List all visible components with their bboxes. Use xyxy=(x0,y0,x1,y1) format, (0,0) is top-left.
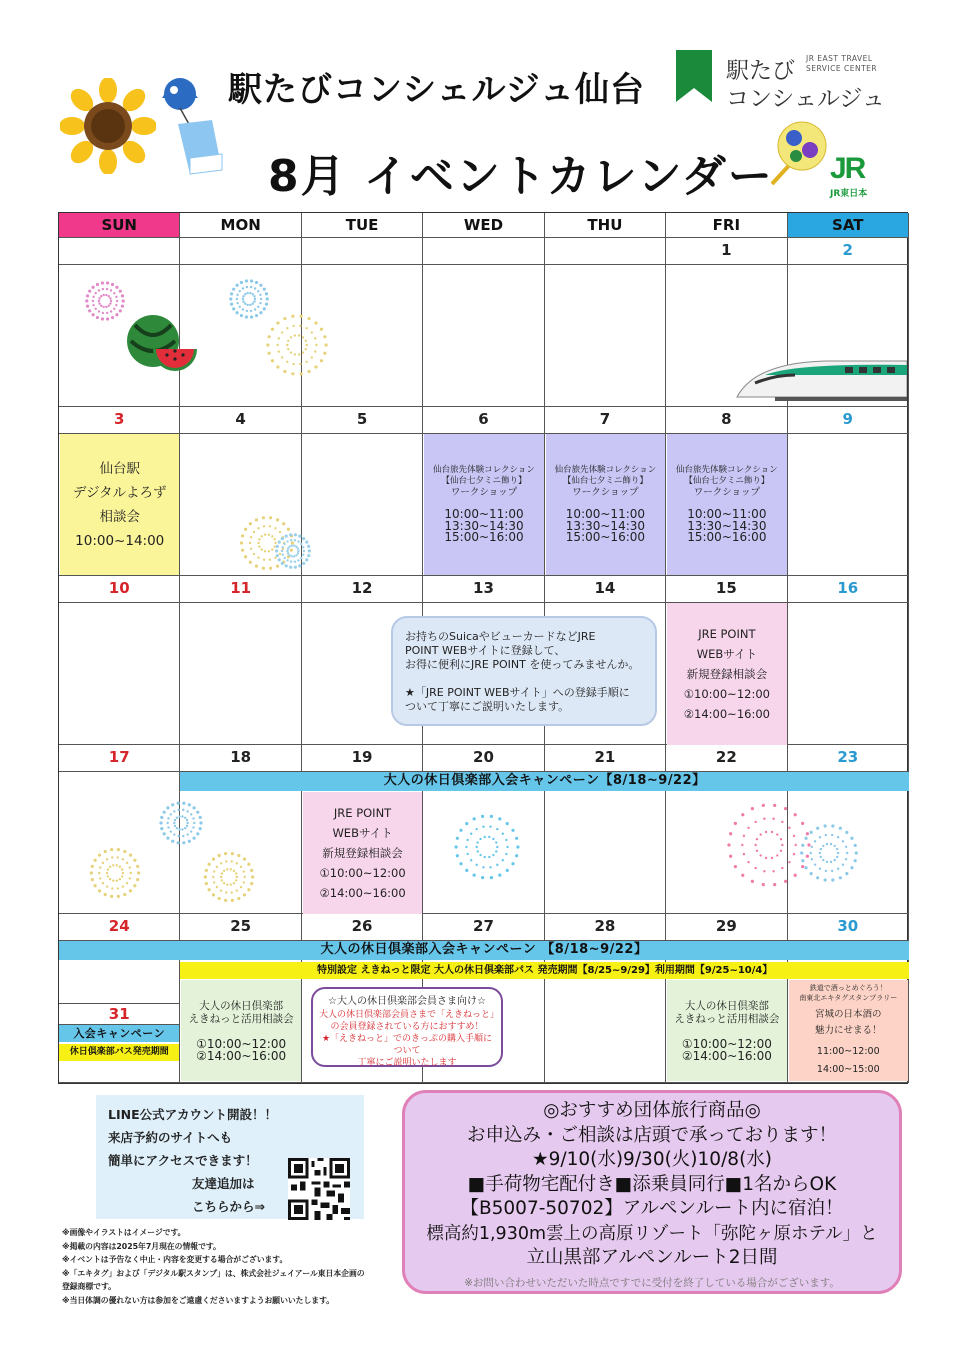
qr-code-icon[interactable] xyxy=(288,1158,350,1220)
bubble-text: ついて丁寧にご説明いたします。 xyxy=(405,700,570,713)
sunflower-icon xyxy=(60,78,156,174)
footnote: ※当日体調の優れない方は参加をご遠慮くださいますようお願いいたします。 xyxy=(62,1295,335,1305)
day-cell xyxy=(545,772,666,914)
day-cell xyxy=(545,265,666,407)
firework-icon xyxy=(453,813,521,881)
event-text: JRE POINT xyxy=(698,627,756,641)
event-jre-point-15 xyxy=(667,603,786,745)
event-text: ①10:00~12:00 xyxy=(319,866,406,880)
event-text: 13:30~14:30 xyxy=(565,518,646,533)
event-text: 【仙台七夕ミニ飾り】 xyxy=(684,476,770,487)
campaign-banner: 大人の休日倶楽部入会キャンペーン 【8/18~9/22】 xyxy=(59,941,909,960)
event-text: 仙台旅先体験コレクション xyxy=(676,465,778,476)
event-text: 新規登録相談会 xyxy=(322,846,403,860)
event-workshop xyxy=(546,434,665,575)
event-text: ①10:00~12:00 xyxy=(681,1036,772,1051)
day-number: 1 xyxy=(666,238,787,265)
event-text: ②14:00~16:00 xyxy=(681,1048,772,1063)
event-text: デジタルよろず xyxy=(72,484,167,501)
weekday-header: SAT xyxy=(788,213,909,238)
footnotes xyxy=(62,1226,402,1307)
bubble-text: ★「えきねっと」でのきっぷの購入手順について xyxy=(321,1034,493,1056)
day-number xyxy=(423,238,544,265)
event-text: JRE POINT xyxy=(333,806,392,820)
event-text: 鉄道で酒っとめぐろう！ xyxy=(809,983,887,992)
promo-line2: お申込み・ご相談は店頭で承っております！ xyxy=(466,1124,837,1146)
bubble-text: ★「JRE POINT WEBサイト」への登録手順に xyxy=(405,686,630,699)
bubble-text: 丁寧にご説明いたします xyxy=(357,1058,457,1068)
firework-icon xyxy=(89,847,141,899)
day-number: 3 xyxy=(59,407,180,434)
jr-logo-mark: JR xyxy=(830,152,865,185)
firework-icon xyxy=(229,279,269,319)
event-text: ワークショップ xyxy=(693,487,760,499)
footnote: 登録商標です。 xyxy=(62,1282,116,1291)
footnote: ※イベントは予告なく中止・内容を変更する場合がございます。 xyxy=(62,1255,288,1264)
event-text: 仙台旅先体験コレクション xyxy=(433,465,535,476)
event-sake-stamp-rally xyxy=(789,980,908,1081)
day-number: 2 xyxy=(788,238,909,265)
event-workshop xyxy=(667,434,786,575)
day-number: 9 xyxy=(788,407,909,434)
footnote: ※掲載の内容は2025年7月現在の情報です。 xyxy=(62,1241,221,1251)
bubble-text: の会員登録されている方におすすめ！ xyxy=(330,1022,484,1032)
event-text: 仙台旅先体験コレクション xyxy=(554,465,657,476)
day-number-31: 31 xyxy=(59,1003,180,1025)
event-text: 15:00~16:00 xyxy=(565,530,646,545)
day-number: 5 xyxy=(302,407,423,434)
wind-chime-icon xyxy=(150,58,230,176)
event-text: 13:30~14:30 xyxy=(444,518,524,533)
event-otona-consult-25 xyxy=(181,980,300,1081)
day-number: 30 xyxy=(788,914,909,941)
event-text: ①10:00~12:00 xyxy=(196,1036,287,1051)
page-title-line2: 8月 イベントカレンダー xyxy=(268,151,774,202)
bubble-text: POINT WEBサイトに登録して、 xyxy=(405,644,566,657)
day-number: 8 xyxy=(666,407,787,434)
uchiwa-fan-icon xyxy=(764,120,828,186)
event-text: ②14:00~16:00 xyxy=(683,707,770,721)
event-text: えきねっと活用相談会 xyxy=(674,1012,780,1025)
day-number: 20 xyxy=(423,745,544,772)
promo-line5: 【B5007-50702】アルペンルート内に宿泊！ xyxy=(460,1198,844,1219)
line-box-line1: LINE公式アカウント開設！！ xyxy=(108,1107,277,1122)
day-cell xyxy=(788,434,909,576)
day-number: 10 xyxy=(59,576,180,603)
page-title-line1: 駅たびコンシェルジュ仙台 xyxy=(228,70,645,110)
day-number: 28 xyxy=(545,914,666,941)
event-otona-consult-29 xyxy=(667,980,786,1081)
legend-pass-period: 休日倶楽部パス発売期間 xyxy=(59,1044,179,1061)
day-number: 7 xyxy=(545,407,666,434)
day-number: 4 xyxy=(180,407,301,434)
event-text: 10:00~11:00 xyxy=(687,507,767,522)
promo-line7: 立山黒部アルペンルート2日間 xyxy=(526,1247,778,1268)
event-text: WEBサイト xyxy=(696,647,757,661)
day-number: 18 xyxy=(180,745,301,772)
event-text: ワークショップ xyxy=(572,487,639,499)
promo-line3: ★9/10(水)9/30(火)10/8(水) xyxy=(531,1149,773,1170)
otona-member-bubble xyxy=(311,987,503,1067)
day-number: 11 xyxy=(180,576,301,603)
promo-note: ※お問い合わせいただいた時点ですでに受付を終了している場合がございます。 xyxy=(464,1276,840,1289)
event-calendar xyxy=(58,212,908,1084)
day-number: 27 xyxy=(423,914,544,941)
day-cell xyxy=(180,603,301,745)
footnote: ※画像やイラストはイメージです。 xyxy=(62,1228,186,1237)
day-cell xyxy=(423,265,544,407)
event-text: 南東北エキタグスタンプラリー xyxy=(799,993,898,1002)
campaign-banner: 大人の休日倶楽部入会キャンペーン【8/18~9/22】 xyxy=(180,772,909,791)
event-text: 魅力にせまる！ xyxy=(815,1024,882,1036)
event-text: 15:00~16:00 xyxy=(687,530,767,545)
event-text: 相談会 xyxy=(99,508,140,525)
day-cell xyxy=(788,603,909,745)
weekday-header: THU xyxy=(545,213,666,238)
day-number: 13 xyxy=(423,576,544,603)
day-number xyxy=(59,238,180,265)
event-sendai-digital xyxy=(60,434,179,575)
day-cell xyxy=(302,434,423,576)
event-text: 10:00~14:00 xyxy=(75,532,165,549)
weekday-header: FRI xyxy=(666,213,787,238)
firework-icon xyxy=(799,823,859,883)
bubble-text: ☆大人の休日倶楽部会員さま向け☆ xyxy=(328,996,486,1007)
weekday-header: TUE xyxy=(302,213,423,238)
jre-point-speech-bubble xyxy=(391,616,657,726)
firework-icon xyxy=(85,281,125,321)
event-jre-point-19 xyxy=(303,792,422,914)
day-number: 29 xyxy=(666,914,787,941)
day-number xyxy=(545,238,666,265)
event-text: WEBサイト xyxy=(332,826,393,840)
brand-name-line2: コンシェルジュ xyxy=(726,86,885,112)
jr-east-logo xyxy=(830,152,888,200)
day-number: 12 xyxy=(302,576,423,603)
day-cell xyxy=(59,603,180,745)
group-tour-promo xyxy=(402,1090,902,1294)
line-box-line2: 来店予約のサイトへも xyxy=(108,1130,233,1145)
event-text: ②14:00~16:00 xyxy=(196,1048,287,1063)
bubble-text: お持ちのSuicaやビューカードなどJRE xyxy=(405,630,596,643)
day-number: 24 xyxy=(59,914,180,941)
firework-icon xyxy=(275,533,311,569)
event-text: 10:00~11:00 xyxy=(444,507,524,522)
day-number xyxy=(180,238,301,265)
promo-line4: ■手荷物宅配付き■添乗員同行■1名からOK xyxy=(467,1173,837,1195)
event-workshop xyxy=(424,434,543,575)
shinkansen-icon xyxy=(735,353,907,405)
firework-icon xyxy=(203,851,255,903)
brand-flag-icon xyxy=(676,50,712,102)
legend-entry-campaign: 入会キャンペーン xyxy=(59,1025,179,1042)
brand-english: JR EAST TRAVEL SERVICE CENTER xyxy=(806,54,878,73)
promo-line1: ◎おすすめ団体旅行商品◎ xyxy=(543,1100,761,1121)
brand-name-line1: 駅たび xyxy=(726,58,795,84)
day-number: 25 xyxy=(180,914,301,941)
weekday-header: MON xyxy=(180,213,301,238)
day-number: 14 xyxy=(545,576,666,603)
event-text: 11:00~12:00 xyxy=(816,1045,880,1057)
line-box-line3: 簡単にアクセスできます！ xyxy=(108,1153,258,1168)
bubble-text: お得に便利にJRE POINT を使ってみませんか。 xyxy=(405,658,640,671)
day-number: 19 xyxy=(302,745,423,772)
event-text: 大人の休日倶楽部 xyxy=(684,999,769,1012)
event-text: ワークショップ xyxy=(450,487,518,499)
day-number: 23 xyxy=(788,745,909,772)
event-text: 【仙台七夕ミニ飾り】 xyxy=(441,476,527,487)
weekday-header: SUN xyxy=(59,213,180,238)
day-number: 15 xyxy=(666,576,787,603)
firework-icon xyxy=(265,313,329,377)
pass-sale-banner: 特別設定 えきねっと限定 大人の休日倶楽部パス 発売期間【8/25~9/29】利用期間【9/25~10/4】 xyxy=(180,962,909,979)
day-number: 22 xyxy=(666,745,787,772)
event-text: 14:00~15:00 xyxy=(816,1063,880,1075)
day-number xyxy=(302,238,423,265)
day-number: 17 xyxy=(59,745,180,772)
jr-logo-sub: JR東日本 xyxy=(830,189,868,199)
day-number: 21 xyxy=(545,745,666,772)
line-box-line5: こちらから⇒ xyxy=(192,1199,265,1214)
day-number: 16 xyxy=(788,576,909,603)
event-text: 【仙台七夕ミニ飾り】 xyxy=(562,476,648,487)
watermelon-icon xyxy=(125,305,199,373)
event-text: ①10:00~12:00 xyxy=(683,687,770,701)
event-text: 宮城の日本酒の xyxy=(815,1008,882,1020)
promo-line6: 標高約1,930m雲上の高原リゾート「弥陀ヶ原ホテル」と xyxy=(426,1223,878,1244)
line-box-line4: 友達追加は xyxy=(192,1176,255,1191)
firework-icon xyxy=(159,801,203,845)
event-text: 大人の休日倶楽部 xyxy=(199,999,284,1012)
event-text: えきねっと活用相談会 xyxy=(188,1012,294,1025)
event-text: 仙台駅 xyxy=(99,460,140,477)
event-text: 15:00~16:00 xyxy=(444,530,524,545)
event-text: 新規登録相談会 xyxy=(686,667,768,681)
day-number: 6 xyxy=(423,407,544,434)
day-number: 26 xyxy=(302,914,423,941)
event-text: ②14:00~16:00 xyxy=(319,886,406,900)
footnote: ※「エキタグ」および「デジタル駅スタンプ」は、株式会社ジェイアール東日本企画の xyxy=(62,1268,365,1278)
event-text: 13:30~14:30 xyxy=(687,518,767,533)
weekday-header: WED xyxy=(423,213,544,238)
bubble-text: 大人の休日倶楽部会員さまで「えきねっと」 xyxy=(319,1010,500,1020)
event-text: 10:00~11:00 xyxy=(565,507,646,522)
